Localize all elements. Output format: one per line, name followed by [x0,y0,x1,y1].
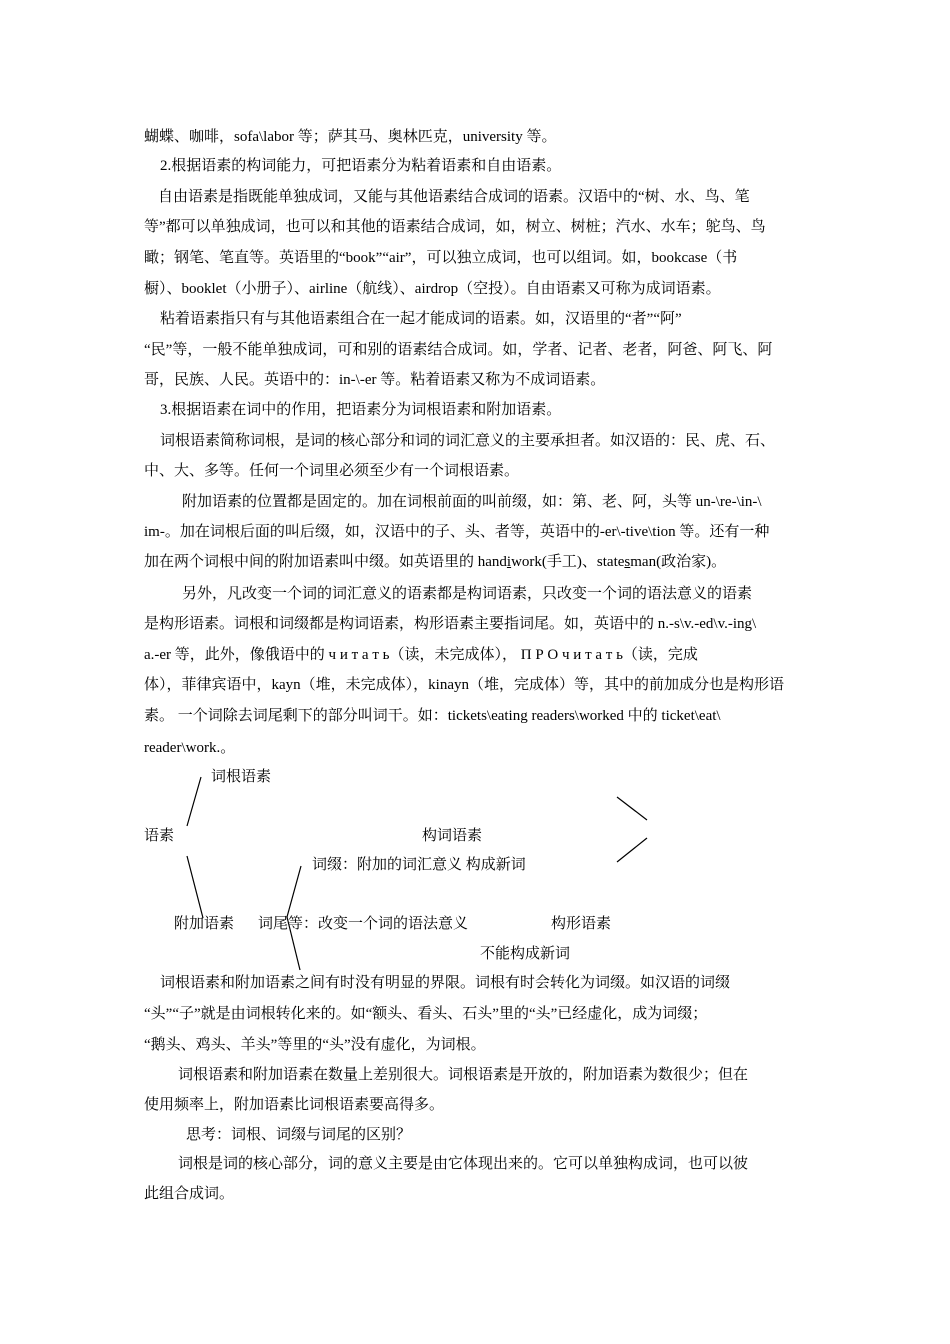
paragraph-line: a.-er 等，此外，像俄语中的 ч и т а т ь（读，未完成体）， П Р О ч и т а т ь（读，完成 [144,647,698,663]
text-run: work(手工)、state [511,554,625,570]
diagram-node-no-new-word: 不能构成新词 [480,946,571,962]
underlined-infix: s [624,554,631,570]
paragraph-line: “民”等，一般不能单独成词，可和别的语素结合成词。如，学者、记者、老者，阿爸、阿飞、阿 [144,342,773,358]
paragraph-line: 素。 一个词除去词尾剩下的部分叫词干。如：tickets\eating readers\worked 中的 ticket\eat\ [144,708,721,724]
paragraph-line: 橱）、booklet（小册子）、airline（航线）、airdrop（空投）。自由语素又可称为成词语素。 [144,281,721,297]
diagram-node-affix-morpheme: 附加语素 [174,916,235,932]
paragraph-line: 此组合成词。 [144,1186,235,1202]
paragraph-line: im-。加在词根后面的叫后缀，如，汉语中的子、头、者等，英语中的-er\-tive\tion 等。还有一种 [144,524,770,540]
paragraph-line: 粘着语素指只有与其他语素组合在一起才能成词的语素。如，汉语里的“者”“阿” [160,311,682,327]
branch-line [617,838,647,862]
paragraph-line: 词根语素和附加语素在数量上差别很大。词根语素是开放的，附加语素为数很少；但在 [178,1067,749,1083]
paragraph-line: 自由语素是指既能单独成词，又能与其他语素结合成词的语素。汉语中的“树、水、鸟、笔 [158,189,750,205]
branch-line [187,777,201,826]
paragraph-line: 中、大、多等。任何一个词里必须至少有一个词根语素。 [144,463,520,479]
diagram-node-morpheme: 语素 [144,828,175,844]
diagram-node-affix: 词缀：附加的词汇意义 构成新词 [312,857,526,873]
branch-line [617,797,647,820]
diagram-node-root-morpheme: 词根语素 [211,769,272,785]
diagram-node-word-formation: 构词语素 [422,828,483,844]
paragraph-line: 2.根据语素的构词能力，可把语素分为粘着语素和自由语素。 [160,158,562,174]
diagram-node-form-morpheme: 构形语素 [551,916,612,932]
branch-line [287,866,301,917]
paragraph-line: 蝴蝶、咖啡，sofa\labor 等；萨其马、奥林匹克，university 等。 [144,129,557,145]
paragraph-line: 词根是词的核心部分，词的意义主要是由它体现出来的。它可以单独构成词，也可以彼 [178,1156,749,1172]
paragraph-line: 使用频率上，附加语素比词根语素要高得多。 [144,1097,445,1113]
diagram-node-inflection: 词尾等：改变一个词的语法意义 [258,916,469,932]
paragraph-line: 瞰；钢笔、笔直等。英语里的“book”“air”，可以独立成词，也可以组词。如，bookcase（书 [144,250,738,266]
text-run: 加在两个词根中间的附加语素叫中缀。如英语里的 hand [144,554,507,570]
branch-line [187,856,203,918]
paragraph-line: 哥，民族、人民。英语中的：in-\-er 等。粘着语素又称为不成词语素。 [144,372,606,388]
paragraph-line: reader\work.。 [144,740,236,756]
paragraph-line: 是构形语素。词根和词缀都是构词语素，构形语素主要指词尾。如，英语中的 n.-s\v.-ed\v.-ing\ [144,616,757,632]
paragraph-line: 等”都可以单独成词，也可以和其他的语素结合成词，如，树立、树桩；汽水、水车；鸵鸟、鸟 [144,219,766,235]
paragraph-line: “头”“子”就是由词根转化来的。如“额头、看头、石头”里的“头”已经虚化，成为词缀； [144,1006,708,1022]
paragraph-line: 另外，凡改变一个词的词汇意义的语素都是构词语素，只改变一个词的语法意义的语素 [182,586,753,602]
text-run: man(政治家)。 [630,554,727,570]
underlined-infix: i [506,554,512,570]
paragraph-line: 思考：词根、词缀与词尾的区别？ [186,1127,412,1143]
paragraph-line: 词根语素简称词根，是词的核心部分和词的词汇意义的主要承担者。如汉语的：民、虎、石、 [160,433,776,449]
paragraph-line: 3.根据语素在词中的作用，把语素分为词根语素和附加语素。 [160,402,562,418]
paragraph-line: 体），菲律宾语中，kayn（堆，未完成体），kinayn（堆，完成体）等，其中的前加成分也是构形语 [144,677,784,693]
paragraph-line: 词根语素和附加语素之间有时没有明显的界限。词根有时会转化为词缀。如汉语的词缀 [160,975,731,991]
paragraph-line: “鹅头、鸡头、羊头”等里的“头”没有虚化，为词根。 [144,1037,486,1053]
paragraph-line: 附加语素的位置都是固定的。加在词根前面的叫前缀，如：第、老、阿，头等 un-\re-\in-\ [182,494,762,510]
